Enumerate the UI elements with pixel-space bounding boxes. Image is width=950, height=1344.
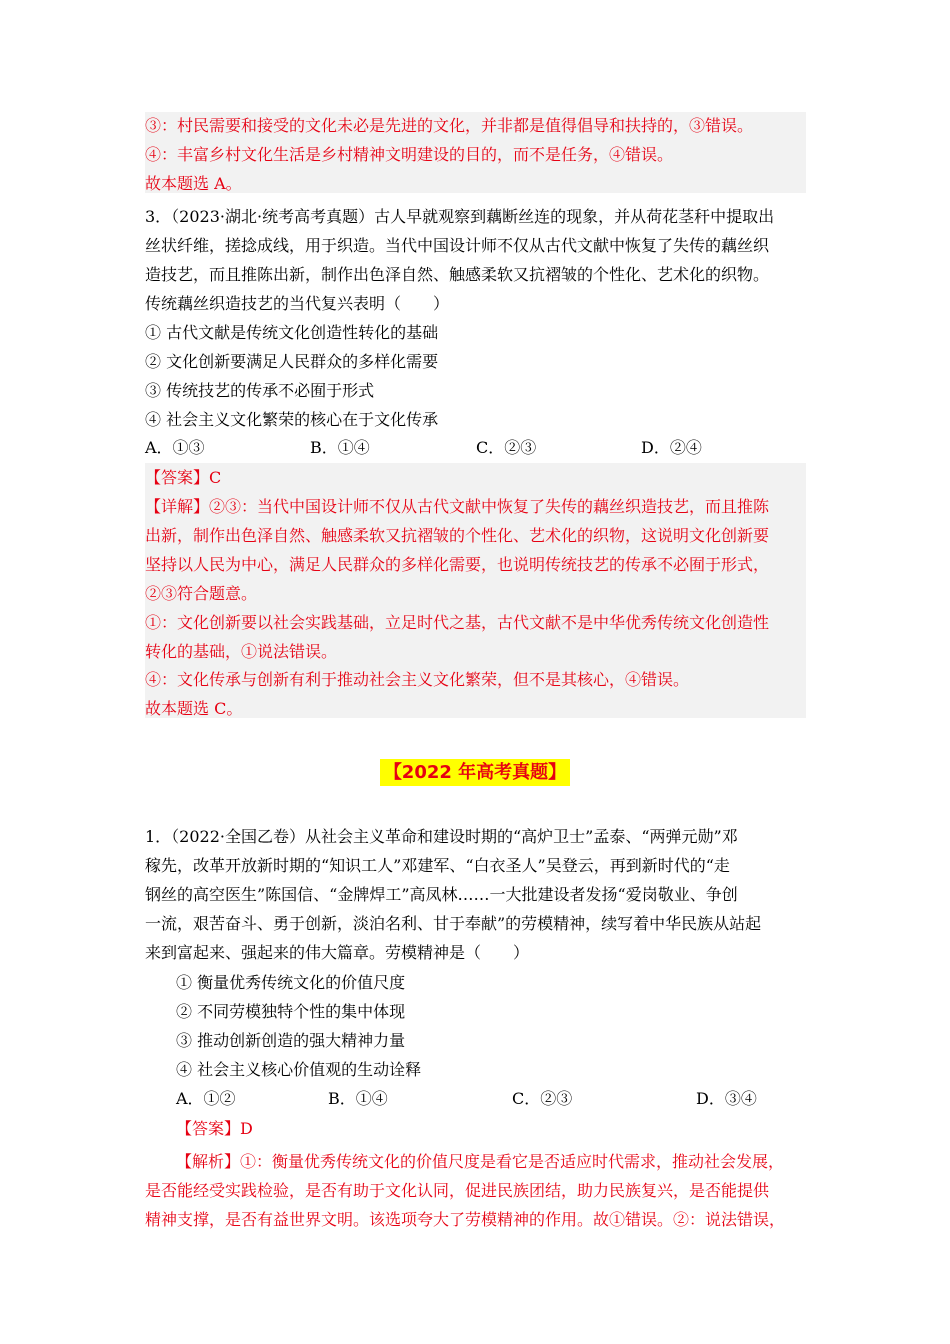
explanation-line: 出新，制作出色泽自然、触感柔软又抗褶皱的个性化、艺术化的织物，这说明文化创新要 [145,526,770,545]
question-stem-line: 造技艺，而且推陈出新，制作出色泽自然、触感柔软又抗褶皱的个性化、艺术化的织物。 [145,265,770,284]
explanation-line: 坚持以人民为中心，满足人民群众的多样化需要，也说明传统技艺的传承不必囿于形式， [145,555,770,574]
option-a: A．①③ [145,438,205,457]
explanation-line: 是否能经受实践检验，是否有助于文化认同，促进民族团结，助力民族复兴，是否能提供 [145,1181,770,1200]
option-c: C．②③ [476,438,537,457]
answer-line: 【答案】C [145,468,222,487]
explanation-line: ②③符合题意。 [145,584,258,603]
section-heading-text: 【2022 年高考真题】 [380,759,570,786]
option-d: D．②④ [641,438,702,457]
question-stem-line: 丝状纤维，搓捻成线，用于织造。当代中国设计师不仅从古代文献中恢复了失传的藕丝织 [145,236,770,255]
option-d: D．③④ [696,1089,757,1108]
explanation-line: ①：文化创新要以社会实践基础，立足时代之基，古代文献不是中华优秀传统文化创造性 [145,613,770,632]
question-item: ② 文化创新要满足人民群众的多样化需要 [145,352,439,371]
question-stem-line: 一流，艰苦奋斗、勇于创新，淡泊名利、甘于奉献”的劳模精神，续写着中华民族从站起 [145,914,762,933]
explanation-line: 转化的基础，①说法错误。 [145,642,338,661]
explanation-line: ④：丰富乡村文化生活是乡村精神文明建设的目的，而不是任务，④错误。 [145,145,674,164]
option-c: C．②③ [512,1089,573,1108]
question-stem-line: 3．（2023·湖北·统考高考真题）古人早就观察到藕断丝连的现象，并从荷花茎秆中提取出 [145,207,775,226]
option-a: A．①② [176,1089,236,1108]
question-stem-line: 钢丝的高空医生”陈国信、“金牌焊工”高凤林……一大批建设者发扬“爱岗敬业、争创 [145,885,738,904]
question-item: ② 不同劳模独特个性的集中体现 [176,1002,406,1021]
section-heading [0,758,950,784]
question-stem-line: 稼先，改革开放新时期的“知识工人”邓建军、“白衣圣人”吴登云，再到新时代的“走 [145,856,730,875]
explanation-line: 精神支撑，是否有益世界文明。该选项夸大了劳模精神的作用。故①错误。②：说法错误， [145,1210,786,1229]
explanation-line: 故本题选 A。 [145,174,242,193]
explanation-line: 【解析】①：衡量优秀传统文化的价值尺度是看它是否适应时代需求，推动社会发展， [176,1152,785,1171]
explanation-line: ③：村民需要和接受的文化未必是先进的文化，并非都是值得倡导和扶持的，③错误。 [145,116,754,135]
explanation-line: 【详解】②③：当代中国设计师不仅从古代文献中恢复了失传的藕丝织造技艺，而且推陈 [145,497,770,516]
question-item: ④ 社会主义文化繁荣的核心在于文化传承 [145,410,439,429]
question-stem-line: 来到富起来、强起来的伟大篇章。劳模精神是（ ） [145,943,530,962]
answer-line: 【答案】D [176,1119,253,1138]
question-item: ③ 传统技艺的传承不必囿于形式 [145,381,375,400]
option-b: B．①④ [328,1089,388,1108]
explanation-line: ④：文化传承与创新有利于推动社会主义文化繁荣，但不是其核心，④错误。 [145,670,690,689]
option-b: B．①④ [310,438,370,457]
question-item: ③ 推动创新创造的强大精神力量 [176,1031,406,1050]
question-stem-line: 传统藕丝织造技艺的当代复兴表明（ ） [145,294,450,313]
question-item: ④ 社会主义核心价值观的生动诠释 [176,1060,422,1079]
explanation-line: 故本题选 C。 [145,699,243,718]
question-item: ① 古代文献是传统文化创造性转化的基础 [145,323,439,342]
question-stem-line: 1．（2022·全国乙卷）从社会主义革命和建设时期的“高炉卫士”孟泰、“两弹元勋”邓 [145,827,738,846]
question-item: ① 衡量优秀传统文化的价值尺度 [176,973,406,992]
